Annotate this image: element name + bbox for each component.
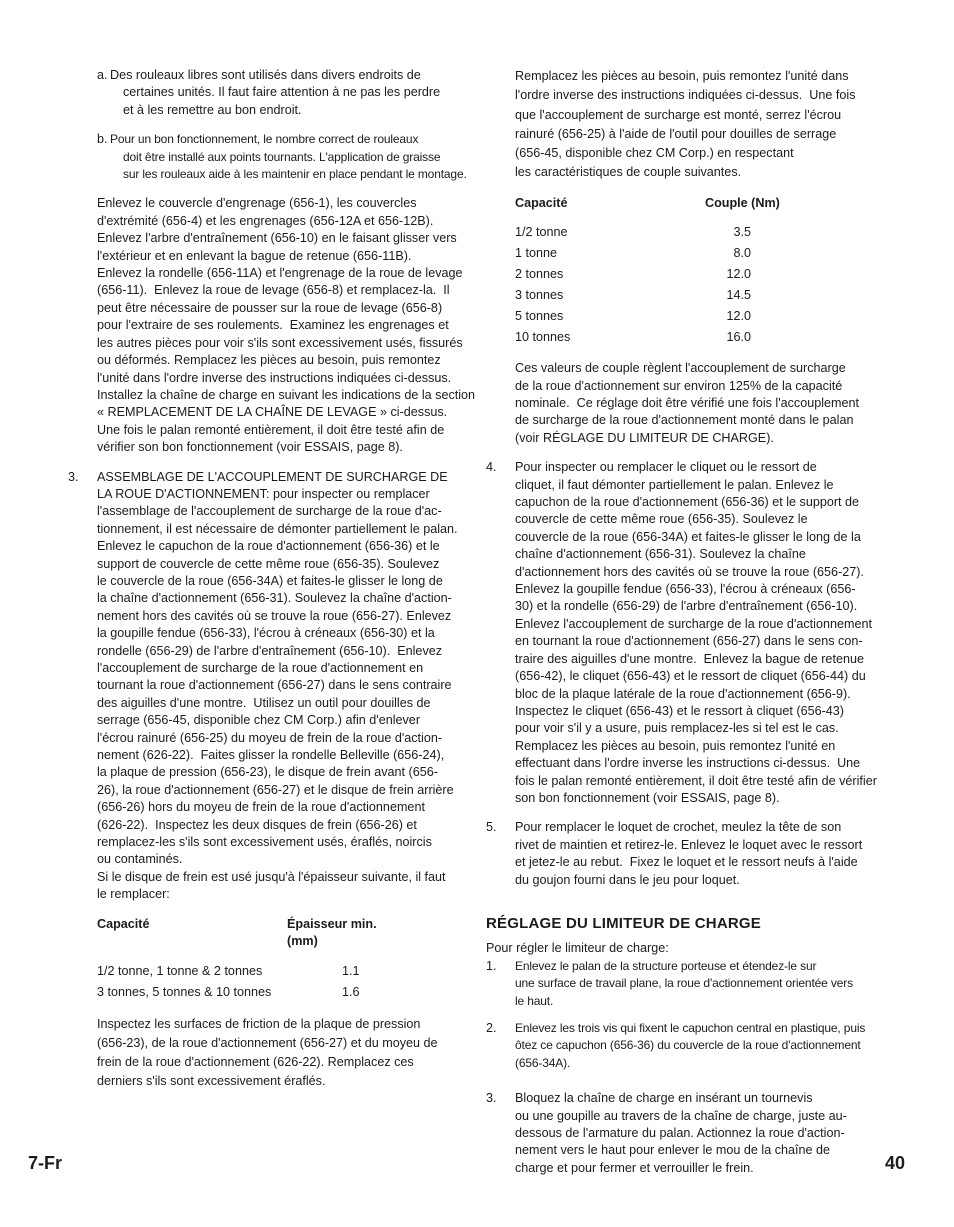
sub-item-label: a.: [97, 68, 108, 82]
text-line: rondelle (656-29) de l'arbre d'entraînement (656-10). Enlevez: [97, 643, 443, 658]
text-line: (656-45, disponible chez CM Corp.) en respectant: [515, 146, 794, 161]
table-header: [515, 195, 886, 212]
text-line: Pour inspecter ou remplacer le cliquet ou le ressort de: [515, 460, 817, 475]
text-line: capuchon de la roue d'actionnement (656-36) et le support de: [515, 495, 860, 510]
numbered-item-5: [486, 819, 886, 889]
text-line: l'accouplement de surcharge de la roue d'actionnement en: [97, 661, 424, 675]
paragraph-torque-note: [486, 360, 886, 447]
cell-capacity: 1/2 tonne: [515, 225, 568, 240]
paragraph-disassembly: [68, 195, 476, 456]
text-line: couvercle de la roue (656-34A) et faites-le glisser le long de la: [515, 529, 861, 544]
sub-item-body: [110, 131, 468, 183]
text-line: certaines unités. Il faut faire attention à ne pas les perdre: [123, 85, 441, 100]
text-line: l'unité dans l'ordre inverse des instructions indiquées ci-dessus.: [97, 370, 452, 385]
text-line: les autres pièces pour voir s'ils sont excessivement usés, fissurés: [97, 335, 463, 350]
text-line: ou une goupille au travers de la chaîne de charge, juste au-: [515, 1108, 847, 1123]
table-row: [515, 306, 886, 327]
text-line: cliquet, il faut démonter partiellement le palan. Enlevez le: [515, 477, 834, 492]
text-line: l'écrou rainuré (656-25) du moyeu de frein de la roue d'action-: [97, 730, 443, 745]
text-line: vérifier son bon fonctionnement (voir ESSAIS, page 8).: [97, 440, 403, 455]
text-line: que l'accouplement de surcharge est monté, serrez l'écrou: [515, 107, 842, 122]
text-line: le couvercle de la roue (656-34A) et faites-le glisser le long de: [97, 573, 443, 588]
cell-torque: 14.5: [726, 288, 751, 303]
cell-capacity: 1/2 tonne, 1 tonne & 2 tonnes: [97, 963, 263, 978]
text-line: Pour un bon fonctionnement, le nombre correct de rouleaux: [110, 132, 419, 147]
text-line: l'extérieur et en enlevant la bague de retenue (656-11B).: [97, 248, 412, 263]
table-header: [97, 916, 468, 951]
text-line: ASSEMBLAGE DE L'ACCOUPLEMENT DE SURCHARGE DE: [97, 469, 448, 484]
text-line: son bon fonctionnement (voir ESSAIS, page 8).: [515, 790, 780, 805]
table-row: [97, 982, 468, 1003]
item-body: [515, 459, 886, 807]
text-line: l'ordre inverse des instructions indiquées ci-dessus. Une fois: [515, 88, 856, 103]
text-line: (656-11). Enlevez la roue de levage (656-8) et remplacez-la. Il: [97, 283, 450, 298]
text-line: Enlevez l'accouplement de surcharge de la roue d'actionnement: [515, 616, 872, 631]
section-heading: RÉGLAGE DU LIMITEUR DE CHARGE: [486, 914, 761, 932]
table-row: [515, 327, 886, 348]
text-line: serrage (656-45, disponible chez CM Corp.) afin d'enlever: [97, 713, 421, 728]
item-number: 5.: [486, 820, 497, 835]
text-line: le remplacer:: [97, 887, 170, 902]
text-line: support de couvercle de cette même roue (656-35). Soulevez: [97, 556, 440, 571]
text-line: Enlevez les trois vis qui fixent le capuchon central en plastique, puis: [515, 1021, 866, 1035]
text-line: (656-34A).: [515, 1055, 571, 1070]
step-2: [486, 1020, 886, 1072]
text-line: nement hors des cavités où se trouve la roue (656-27). Enlevez: [97, 608, 452, 623]
numbered-item-4: [486, 459, 886, 807]
text-line: ou déformés. Remplacez les pièces au besoin, puis remontez: [97, 353, 441, 368]
text-line: l'assemblage de l'accouplement de surcharge de la roue d'ac-: [97, 504, 442, 519]
text-line: frein de la roue d'actionnement (626-22). Remplacez ces: [97, 1055, 414, 1070]
step-3: [486, 1090, 886, 1177]
header-capacity: Capacité: [97, 916, 150, 931]
text-line: nement vers le haut pour enlever le mou de la chaîne de: [515, 1143, 831, 1158]
text-line: Installez la chaîne de charge en suivant les indications de la section: [97, 387, 476, 402]
sub-item-label: b.: [97, 132, 108, 147]
cell-capacity: 3 tonnes: [515, 288, 564, 303]
text-line: chaîne d'actionnement (656-31). Soulevez la chaîne: [515, 547, 806, 562]
cell-capacity: 10 tonnes: [515, 330, 571, 345]
text-line: le haut.: [515, 993, 554, 1008]
table-row: [97, 961, 468, 982]
text-line: couvercle de cette même roue (656-35). Soulevez le: [515, 512, 808, 527]
cell-thickness: 1.1: [342, 963, 360, 978]
text-line: doit être installé aux points tournants. L'application de graisse: [123, 149, 441, 164]
text-line: la chaîne d'actionnement (656-31). Soulevez la chaîne d'action-: [97, 591, 452, 606]
text-line: sur les rouleaux aide à les maintenir en place pendant le montage.: [123, 167, 467, 182]
item-body: [97, 469, 468, 904]
step-body: [515, 958, 886, 1010]
step-number: 3.: [486, 1091, 497, 1106]
text-line: nominale. Ce réglage doit être vérifié une fois l'accouplement: [515, 396, 860, 410]
text-line: (656-26) hors du moyeu de frein de la roue d'actionnement: [97, 800, 425, 815]
cell-torque: 16.0: [726, 330, 751, 345]
text-line: LA ROUE D'ACTIONNEMENT: pour inspecter ou remplacer: [97, 486, 430, 501]
text-line: nement (626-22). Faites glisser la rondelle Belleville (656-24),: [97, 748, 445, 763]
text-line: tionnement, il est nécessaire de démonter partiellement le palan.: [97, 521, 458, 536]
table-row: [515, 243, 886, 264]
cell-torque: 12.0: [726, 309, 751, 324]
cell-torque: 3.5: [733, 225, 751, 240]
cell-capacity: 5 tonnes: [515, 309, 564, 324]
cell-capacity: 2 tonnes: [515, 267, 564, 282]
text-line: derniers s'ils sont excessivement éraflés.: [97, 1074, 326, 1089]
numbered-item-3: [68, 469, 468, 904]
text-line: pour voir s'il y a usure, puis remplacez-les si tel est le cas.: [515, 721, 839, 736]
text-line: pour l'extraire de ses roulements. Examinez les engrenages et: [97, 318, 449, 333]
step-body: [515, 1020, 886, 1072]
text-line: Ces valeurs de couple règlent l'accouplement de surcharge: [515, 361, 846, 376]
step-number: 2.: [486, 1021, 497, 1035]
text-line: Des rouleaux libres sont utilisés dans divers endroits de: [110, 68, 421, 82]
text-line: 30) et la rondelle (656-29) de l'arbre d'entraînement (656-10).: [515, 599, 858, 614]
torque-table: [486, 195, 886, 348]
text-line: Enlevez le palan de la structure porteuse et étendez-le sur: [515, 958, 817, 973]
text-line: (656-23), de la roue d'actionnement (656-27) et du moyeu de: [97, 1035, 438, 1050]
table-row: [515, 222, 886, 243]
item-body: [515, 819, 886, 889]
table-row: [515, 264, 886, 285]
text-line: (656-42), le cliquet (656-43) et le ressort de cliquet (656-44) du: [515, 669, 866, 684]
text-line: Si le disque de frein est usé jusqu'à l'épaisseur suivante, il faut: [97, 869, 446, 884]
text-line: effectuant dans l'ordre inverse les instructions ci-dessus. Une: [515, 756, 861, 771]
table-row: [515, 285, 886, 306]
brake-disc-thickness-table: [68, 916, 468, 1003]
text-line: dessous de l'armature du palan. Actionnez la roue d'action-: [515, 1126, 845, 1141]
sub-item-b: [68, 131, 468, 183]
sub-item-body: [110, 67, 468, 119]
paragraph-reassembly: [486, 67, 886, 183]
section-intro: Pour régler le limiteur de charge:: [486, 941, 669, 956]
page-number: 40: [885, 1153, 906, 1173]
text-line: tournant la roue d'actionnement (656-27) dans le sens contraire: [97, 678, 452, 693]
text-line: fois le palan remonté entièrement, il doit être testé afin de vérifier: [515, 773, 877, 788]
text-line: traire des aiguilles d'une montre. Enlevez la bague de retenue: [515, 651, 864, 666]
text-line: peut être nécessaire de pousser sur la roue de levage (656-8): [97, 300, 443, 315]
text-line: bloc de la plaque latérale de la roue d'actionnement (656-9).: [515, 686, 851, 701]
text-line: Une fois le palan remonté entièrement, il doit être testé afin de: [97, 422, 445, 437]
paragraph-friction-surfaces: [68, 1015, 468, 1092]
text-line: de surcharge de la roue d'actionnement monté dans le palan: [515, 413, 854, 428]
text-line: (voir RÉGLAGE DU LIMITEUR DE CHARGE).: [515, 430, 774, 445]
text-line: du goujon fourni dans le jeu pour loquet.: [515, 872, 740, 887]
step-body: [515, 1090, 886, 1177]
text-line: en tournant la roue d'actionnement (656-27) dans le sens con-: [515, 634, 863, 649]
header-thickness: Épaisseur min. (mm): [287, 916, 377, 949]
right-column: [486, 67, 886, 1189]
text-line: Remplacez les pièces au besoin, puis remontez l'unité dans: [515, 69, 849, 83]
text-line: de la roue d'actionnement sur environ 125% de la capacité: [515, 378, 843, 393]
cell-torque: 8.0: [733, 246, 751, 261]
step-1: [486, 958, 886, 1010]
text-line: rivet de maintien et retirez-le. Enlevez le loquet avec le ressort: [515, 837, 863, 852]
sub-item-a: [68, 67, 468, 119]
page-section-label: 7-Fr: [28, 1153, 63, 1173]
text-line: Enlevez la goupille fendue (656-33), l'écrou à créneaux (656-: [515, 582, 856, 597]
text-line: « REMPLACEMENT DE LA CHAÎNE DE LEVAGE » ci-dessus.: [97, 405, 448, 420]
text-line: une surface de travail plane, la roue d'actionnement orientée vers: [515, 976, 853, 991]
header-capacity: Capacité: [515, 195, 568, 210]
text-line: la goupille fendue (656-33), l'écrou à créneaux (656-30) et la: [97, 626, 435, 641]
item-number: 4.: [486, 460, 497, 475]
text-line: Pour remplacer le loquet de crochet, meulez la tête de son: [515, 820, 842, 835]
text-line: d'actionnement hors des cavités où se trouve la roue (656-27).: [515, 564, 864, 579]
text-line: remplacez-les s'ils sont excessivement usés, éraflés, noircis: [97, 835, 432, 850]
text-line: Enlevez le couvercle d'engrenage (656-1), les couvercles: [97, 196, 417, 211]
cell-capacity: 3 tonnes, 5 tonnes & 10 tonnes: [97, 984, 272, 999]
text-line: Enlevez la rondelle (656-11A) et l'engrenage de la roue de levage: [97, 266, 463, 281]
step-number: 1.: [486, 958, 497, 973]
header-torque: Couple (Nm): [705, 195, 780, 210]
text-line: des aiguilles d'une montre. Utilisez un outil pour douilles de: [97, 695, 431, 710]
text-line: 26), la roue d'actionnement (656-27) et le disque de frein arrière: [97, 782, 454, 797]
cell-thickness: 1.6: [342, 984, 360, 999]
text-line: d'extrémité (656-4) et les engrenages (656-12A et 656-12B).: [97, 213, 434, 228]
text-line: Inspectez le cliquet (656-43) et le ressort à cliquet (656-43): [515, 703, 845, 718]
text-line: ou contaminés.: [97, 852, 183, 867]
item-number: 3.: [68, 469, 79, 484]
text-line: ôtez ce capuchon (656-36) du couvercle de la roue d'actionnement: [515, 1038, 861, 1053]
text-line: Inspectez les surfaces de friction de la plaque de pression: [97, 1016, 421, 1031]
cell-capacity: 1 tonne: [515, 246, 558, 261]
text-line: charge et pour fermer et verrouiller le frein.: [515, 1160, 754, 1175]
text-line: Remplacez les pièces au besoin, puis remontez l'unité en: [515, 738, 836, 753]
text-line: Enlevez le capuchon de la roue d'actionnement (656-36) et le: [97, 539, 440, 554]
text-line: et à les remettre au bon endroit.: [123, 102, 302, 117]
text-line: Bloquez la chaîne de charge en insérant un tournevis: [515, 1091, 813, 1106]
text-line: (626-22). Inspectez les deux disques de frein (656-26) et: [97, 817, 417, 832]
left-column: [68, 67, 476, 1104]
text-line: la plaque de pression (656-23), le disque de frein avant (656-: [97, 765, 438, 780]
text-line: rainuré (656-25) à l'aide de l'outil pour douilles de serrage: [515, 126, 837, 141]
cell-torque: 12.0: [726, 267, 751, 282]
text-line: et jetez-le au rebut. Fixez le loquet et le ressort neufs à l'aide: [515, 855, 858, 870]
text-line: Enlevez l'arbre d'entraînement (656-10) en le faisant glisser vers: [97, 231, 457, 246]
text-line: les caractéristiques de couple suivantes.: [515, 165, 742, 180]
